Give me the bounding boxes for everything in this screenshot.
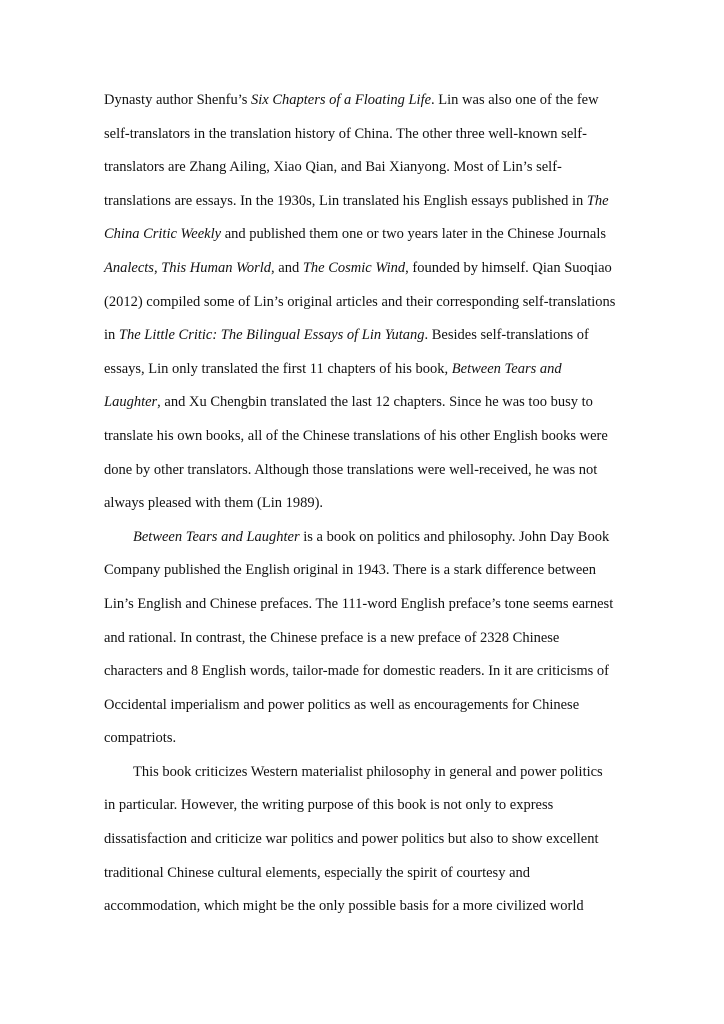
text-line <box>104 622 624 656</box>
text-run: translations are essays. In the 1930s, Lin translated his English essays published in <box>104 192 587 209</box>
italic-title: Between Tears and <box>451 360 562 377</box>
text-run: dissatisfaction and criticize war politics and power politics but also to show excellent <box>104 831 599 848</box>
text-run: is a book on politics and philosophy. John Day Book <box>299 528 610 545</box>
text-run: compatriots. <box>104 730 177 747</box>
paragraph-2 <box>104 521 624 756</box>
text-line <box>104 319 624 353</box>
text-line <box>104 84 624 118</box>
text-line <box>104 420 624 454</box>
italic-title: This Human World <box>161 259 272 276</box>
text-line <box>104 789 624 823</box>
text-run: Lin’s English and Chinese prefaces. The 111-word English preface’s tone seems earnest <box>104 595 614 612</box>
text-run: , <box>153 259 162 276</box>
text-run: self-translators in the translation history of China. The other three well-known self- <box>104 125 587 142</box>
text-run: accommodation, which might be the only possible basis for a more civilized world <box>104 898 584 915</box>
text-line <box>104 722 624 756</box>
text-line <box>104 252 624 286</box>
text-run: Company published the English original in 1943. There is a stark difference between <box>104 562 596 579</box>
text-line <box>104 554 624 588</box>
text-line <box>104 185 624 219</box>
text-run: . Besides self-translations of <box>424 327 589 344</box>
text-run: always pleased with them (Lin 1989). <box>104 495 324 512</box>
paragraph-1 <box>104 84 624 521</box>
text-run: traditional Chinese cultural elements, especially the spirit of courtesy and <box>104 864 531 881</box>
text-line <box>104 118 624 152</box>
text-run: . Lin was also one of the few <box>431 92 599 108</box>
italic-title: Between Tears and Laughter <box>133 528 300 545</box>
text-line <box>104 890 624 924</box>
text-line <box>104 655 624 689</box>
italic-title: Analects <box>104 259 154 276</box>
text-line <box>104 857 624 891</box>
text-line <box>104 487 624 521</box>
text-line <box>104 386 624 420</box>
text-line <box>104 454 624 488</box>
text-line <box>104 588 624 622</box>
text-run: This book criticizes Western materialist philosophy in general and power politics <box>133 763 603 780</box>
text-run: Dynasty author Shenfu’s <box>104 92 251 108</box>
text-run: (2012) compiled some of Lin’s original articles and their corresponding self-translations <box>104 293 616 310</box>
text-run: in <box>104 327 119 344</box>
text-run: translators are Zhang Ailing, Xiao Qian, and Bai Xianyong. Most of Lin’s self- <box>104 159 562 176</box>
text-line <box>104 151 624 185</box>
italic-title: Laughter <box>104 394 158 411</box>
paragraph-3 <box>104 756 624 924</box>
italic-title: China Critic Weekly <box>104 226 222 243</box>
text-run: , and Xu Chengbin translated the last 12 chapters. Since he was too busy to <box>157 394 593 411</box>
text-run: Occidental imperialism and power politics as well as encouragements for Chinese <box>104 696 580 713</box>
text-line <box>104 521 624 555</box>
text-run: , founded by himself. Qian Suoqiao <box>405 259 612 276</box>
text-run: characters and 8 English words, tailor-made for domestic readers. In it are criticisms of <box>104 663 610 680</box>
text-line <box>104 286 624 320</box>
text-line <box>104 689 624 723</box>
text-run: and published them one or two years later in the Chinese Journals <box>221 226 607 243</box>
body-text <box>104 84 624 924</box>
text-line <box>104 756 624 790</box>
text-run: done by other translators. Although those translations were well-received, he was not <box>104 461 598 478</box>
text-run: , and <box>271 259 303 276</box>
text-line <box>104 353 624 387</box>
text-line <box>104 823 624 857</box>
text-run: and rational. In contrast, the Chinese preface is a new preface of 2328 Chinese <box>104 629 560 646</box>
text-run: in particular. However, the writing purpose of this book is not only to express <box>104 797 554 814</box>
italic-title: The <box>586 192 609 209</box>
italic-title: Six Chapters of a Floating Life <box>251 92 432 108</box>
text-line <box>104 218 624 252</box>
italic-title: The Little Critic: The Bilingual Essays of Lin Yutang <box>118 327 425 344</box>
italic-title: The Cosmic Wind <box>302 259 406 276</box>
text-run: essays, Lin only translated the first 11 chapters of his book, <box>104 360 452 377</box>
text-run: translate his own books, all of the Chinese translations of his other English books were <box>104 427 608 444</box>
